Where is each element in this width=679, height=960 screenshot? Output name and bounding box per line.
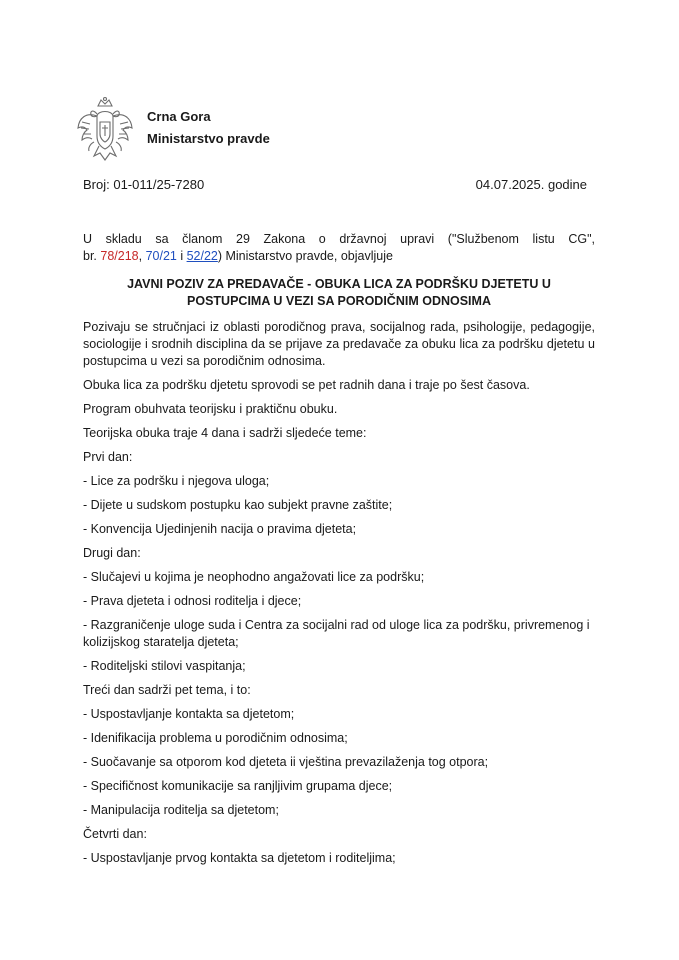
country-name: Crna Gora bbox=[147, 109, 211, 124]
gazette-ref-78-218: 78/218 bbox=[100, 249, 139, 263]
day-3-topic: - Suočavanje sa otporom kod djeteta ii vještina prevazilaženja tog otpora; bbox=[83, 755, 489, 769]
intro-sep-1: , bbox=[138, 249, 146, 263]
day-2-heading: Drugi dan: bbox=[83, 546, 141, 560]
day-4-topic: - Uspostavljanje prvog kontakta sa djetetom i roditeljima; bbox=[83, 851, 396, 865]
reference-line bbox=[83, 177, 587, 192]
gazette-ref-52-22-link[interactable]: 52/22 bbox=[186, 249, 218, 263]
day-3-topic: - Manipulacija roditelja sa djetetom; bbox=[83, 803, 279, 817]
day-4-heading: Četvrti dan: bbox=[83, 827, 147, 841]
document-title bbox=[83, 276, 595, 310]
day-3-topic: - Uspostavljanje kontakta sa djetetom; bbox=[83, 707, 295, 721]
issuer-block bbox=[147, 106, 270, 150]
intro-line-1: U skladu sa članom 29 Zakona o državnoj upravi ("Službenom listu CG", bbox=[83, 232, 595, 246]
intro-prefix: br. bbox=[83, 249, 101, 263]
day-3-topic: - Idenifikacija problema u porodičnim odnosima; bbox=[83, 731, 348, 745]
day-1-topic: - Dijete u sudskom postupku kao subjekt pravne zaštite; bbox=[83, 498, 393, 512]
day-2-topic: - Prava djeteta i odnosi roditelja i djece; bbox=[83, 594, 302, 608]
invitation-paragraph: Pozivaju se stručnjaci iz oblasti porodičnog prava, socijalnog rada, psihologije, pedagogije, sociologije i srodnih disciplina da se prijave za predavače za obuku lica za podršku djetetu u postupcima u vezi sa porodičnim odnosima. bbox=[83, 320, 595, 368]
intro-paragraph bbox=[83, 231, 595, 265]
day-1-topic: - Konvencija Ujedinjenih nacija o pravima djeteta; bbox=[83, 522, 357, 536]
intro-suffix: ) Ministarstvo pravde, objavljuje bbox=[217, 249, 393, 263]
day-2-topic: - Roditeljski stilovi vaspitanja; bbox=[83, 659, 246, 673]
day-1-topic: - Lice za podršku i njegova uloga; bbox=[83, 474, 270, 488]
coat-of-arms-emblem bbox=[76, 96, 134, 162]
title-line-1: JAVNI POZIV ZA PREDAVAČE - OBUKA LICA ZA PODRŠKU DJETETU U bbox=[127, 277, 551, 291]
day-3-heading: Treći dan sadrži pet tema, i to: bbox=[83, 683, 251, 697]
day-2-topic: - Razgraničenje uloge suda i Centra za socijalni rad od uloge lica za podršku, privremenog i kolizijskog staratelja djeteta; bbox=[83, 618, 590, 649]
gazette-ref-70-21: 70/21 bbox=[145, 249, 177, 263]
intro-sep-2: i bbox=[176, 249, 187, 263]
program-paragraph: Program obuhvata teorijsku i praktičnu obuku. bbox=[83, 402, 338, 416]
document-date: 04.07.2025. godine bbox=[475, 177, 587, 192]
ministry-name: Ministarstvo pravde bbox=[147, 131, 270, 146]
day-3-topic: - Specifičnost komunikacije sa ranjljivim grupama djece; bbox=[83, 779, 393, 793]
day-1-heading: Prvi dan: bbox=[83, 450, 133, 464]
intro-line-2 bbox=[83, 249, 393, 263]
theory-paragraph: Teorijska obuka traje 4 dana i sadrži sljedeće teme: bbox=[83, 426, 367, 440]
schedule-paragraph: Obuka lica za podršku djetetu sprovodi se pet radnih dana i traje po šest časova. bbox=[83, 378, 530, 392]
title-line-2: POSTUPCIMA U VEZI SA PORODIČNIM ODNOSIMA bbox=[187, 294, 491, 308]
document-body bbox=[83, 319, 595, 874]
reference-number: Broj: 01-011/25-7280 bbox=[83, 177, 205, 192]
day-2-topic: - Slučajevi u kojima je neophodno angažovati lice za podršku; bbox=[83, 570, 425, 584]
